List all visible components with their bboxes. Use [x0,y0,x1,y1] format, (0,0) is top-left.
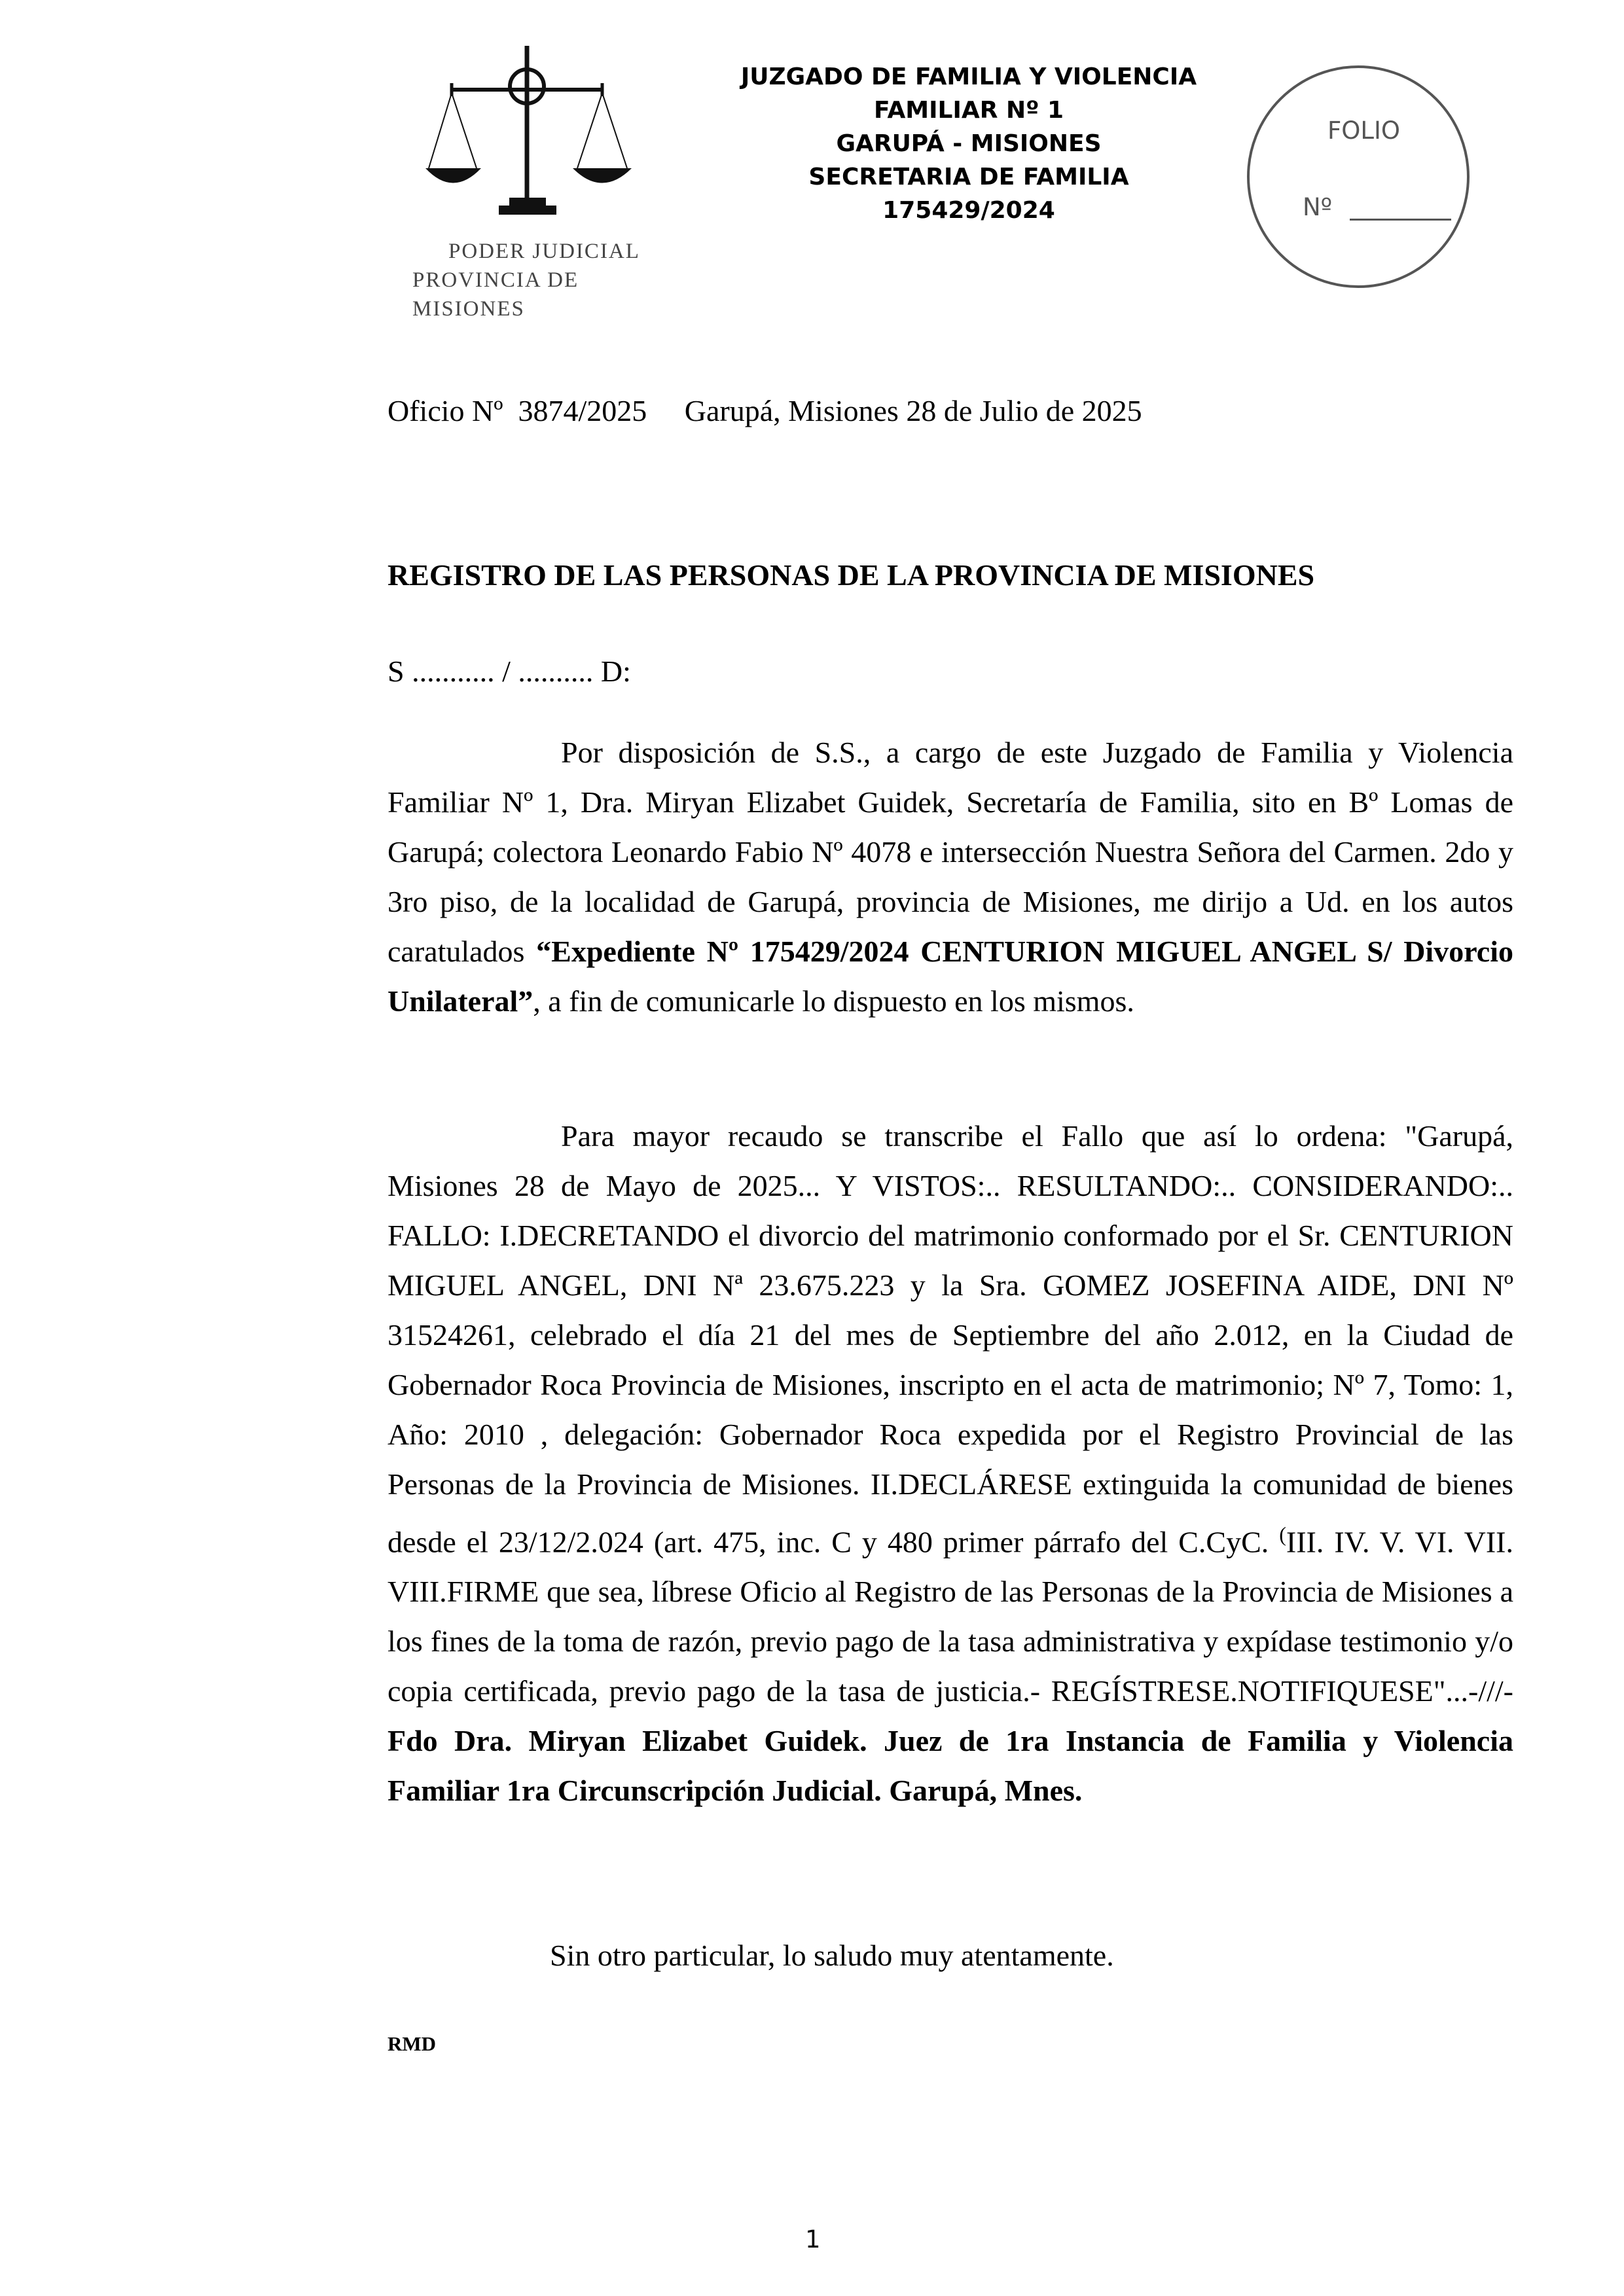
folio-number-blank [1350,219,1451,221]
body-paragraph-2 [388,1111,1513,1816]
page-number: 1 [805,2225,821,2253]
folio-label: FOLIO [1327,117,1401,145]
closing: Sin otro particular, lo saludo muy atentamente. [550,1939,1114,1972]
paragraph-2-text: Para mayor recaudo se transcribe el Fallo que así lo ordena: "Garupá, Misiones 28 de Mayo de 2025... Y VISTOS:.. RESULTANDO:.. CONSIDERANDO:.. FALLO: I.DECRETANDO el divorcio del matrimonio conformado por el Sr. CENTURION MIGUEL ANGEL, DNI Nª 23.675.223 y la Sra. GOMEZ JOSEFINA AIDE, DNI Nº 31524261, celebrado el día 21 del mes de Septiembre del año 2.012, en la Ciudad de Gobernador Roca Provincia de Misiones, inscripto en el acta de matrimonio; Nº 7, Tomo: 1, Año: 2010 , delegación: Gobernador Roca expedida por el Registro Provincial de las Personas de la Provincia de Misiones. II.DECLÁRESE extinguida la comunidad de bienes desde el 23/12/2.024 (art. 475, inc. C y 480 primer párrafo del C.CyC. [388,1119,1513,1559]
scales-of-justice-icon [425,41,674,237]
place-date: Garupá, Misiones 28 de Julio de 2025 [684,394,1142,427]
logo-line-2: PROVINCIA DE MISIONES [412,268,579,321]
oficio-number: Oficio Nº 3874/2025 [388,394,647,427]
court-name-line-2: FAMILIAR Nº 1 [873,97,1064,124]
judicial-logo [399,41,687,321]
logo-line-1: PODER JUDICIAL [448,240,640,263]
recipient: REGISTRO DE LAS PERSONAS DE LA PROVINCIA DE MISIONES [388,558,1315,592]
paragraph-2-text-end: III. IV. V. VI. VII. VIII.FIRME que sea, líbrese Oficio al Registro de las Personas de la Provincia de Misiones a los fines de la toma de razón, previo pago de la tasa administrativa y expídase testimonio y/o copia certificada, previo pago de la tasa de justicia.- REGÍSTRESE.NOTIFIQUESE"...-///- [388,1525,1513,1708]
paragraph-1-text-end: , a fin de comunicarle lo dispuesto en los mismos. [533,984,1134,1018]
judge-signature-text: Fdo Dra. Miryan Elizabet Guidek. Juez de 1ra Instancia de Familia y Violencia Familiar 1ra Circunscripción Judicial. Garupá, Mnes. [388,1724,1513,1808]
typist-initials: RMD [388,2032,437,2055]
folio-stamp [1247,65,1470,288]
paragraph-1-text: Por disposición de S.S., a cargo de este Juzgado de Familia y Violencia Familiar Nº 1, Dra. Miryan Elizabet Guidek, Secretaría de Familia, sito en Bº Lomas de Garupá; colectora Leonardo Fabio Nº 4078 e intersección Nuestra Señora del Carmen. 2do y 3ro piso, de la localidad de Garupá, provincia de Misiones, me dirijo a Ud. en los autos caratulados [388,736,1513,968]
salutation: S ........... / .......... D: [388,655,631,688]
court-secretariat: SECRETARIA DE FAMILIA [808,164,1129,190]
folio-number-label: Nº [1303,193,1333,221]
body-paragraph-1 [388,728,1513,1026]
court-header [674,60,1263,227]
court-name-line-1: JUZGADO DE FAMILIA Y VIOLENCIA [740,63,1197,90]
oficio-line [388,386,1142,436]
case-caption: “Expediente Nº 175429/2024 CENTURION MIGUEL ANGEL S/ Divorcio Unilateral” [388,935,1513,1018]
court-location: GARUPÁ - MISIONES [836,130,1102,157]
case-number: 175429/2024 [882,197,1055,224]
paragraph-2-mark: ( [1279,1522,1286,1546]
